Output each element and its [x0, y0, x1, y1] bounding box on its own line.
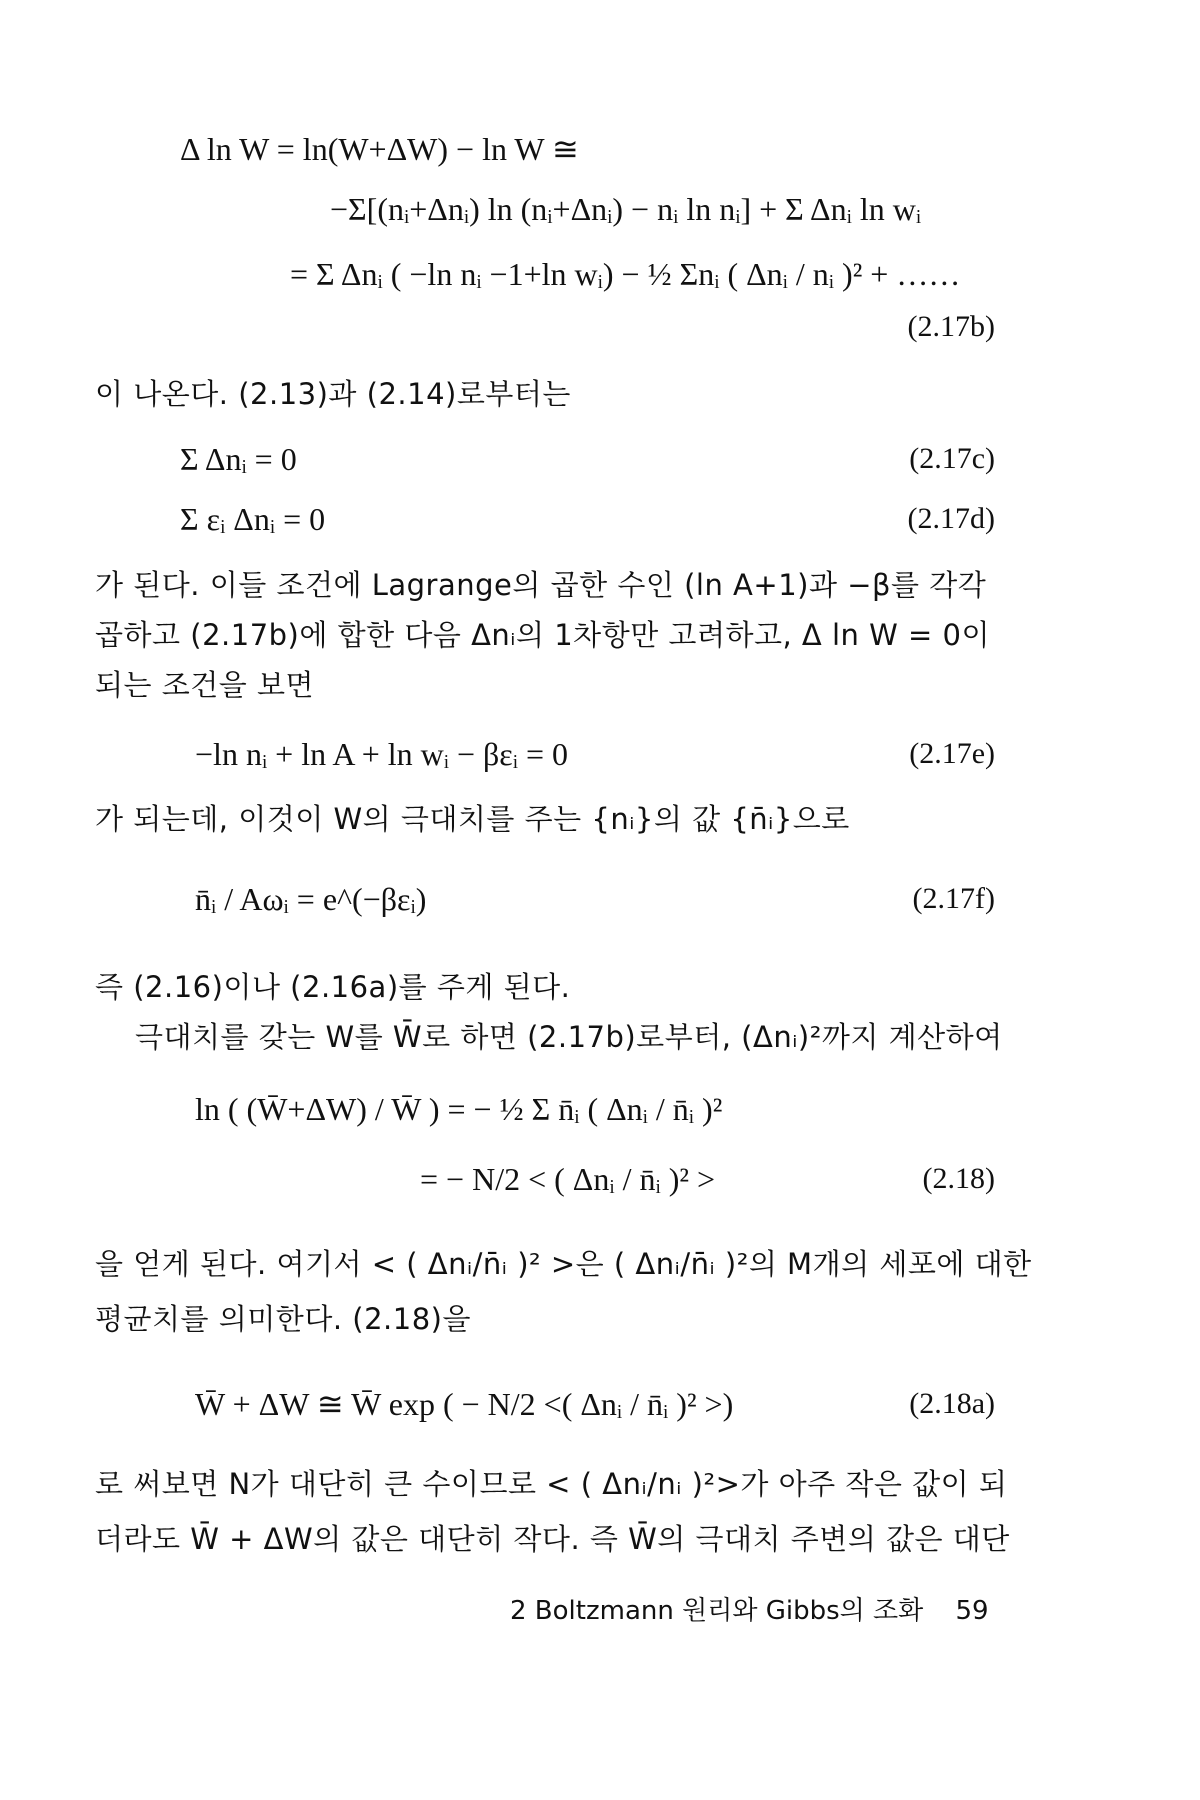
equation-2-18-line-2: = − N/2 < ( Δnᵢ / n̄ᵢ )² > — [420, 1161, 716, 1197]
equation-2-17b-line-2: −Σ[(nᵢ+Δnᵢ) ln (nᵢ+Δnᵢ) − nᵢ ln nᵢ] + Σ Δnᵢ ln wᵢ — [330, 191, 922, 227]
equation-2-18a: W̄ + ΔW ≅ W̄ exp ( − N/2 <( Δnᵢ / n̄ᵢ )² >) — [195, 1386, 734, 1422]
paragraph-4: 즉 (2.16)이나 (2.16a)를 주게 된다. — [95, 970, 571, 1004]
equation-2-17e: −ln nᵢ + ln A + ln wᵢ − βεᵢ = 0 — [195, 736, 569, 772]
equation-tag-2-17f: (2.17f) — [912, 882, 995, 915]
equation-2-17b-line-3: = Σ Δnᵢ ( −ln nᵢ −1+ln wᵢ) − ½ Σnᵢ ( Δnᵢ / nᵢ )² + …… — [290, 256, 961, 292]
paragraph-6-line-1: 을 얻게 된다. 여기서 < ( Δnᵢ/n̄ᵢ )² >은 ( Δnᵢ/n̄ᵢ )²의 M개의 세포에 대한 — [95, 1247, 1032, 1281]
equation-2-18-line-1: ln ( (W̄+ΔW) / W̄ ) = − ½ Σ n̄ᵢ ( Δnᵢ / n̄ᵢ )² — [195, 1091, 723, 1127]
equation-2-17f: n̄ᵢ / Aωᵢ = e^(−βεᵢ) — [195, 881, 427, 917]
equation-tag-2-17c: (2.17c) — [909, 442, 995, 475]
paragraph-2-line-3: 되는 조건을 보면 — [95, 668, 315, 702]
running-head: 2 Boltzmann 원리와 Gibbs의 조화 — [510, 1596, 924, 1626]
paragraph-5: 극대치를 갖는 W를 W̄로 하면 (2.17b)로부터, (Δnᵢ)²까지 계산하여 — [135, 1020, 1003, 1054]
paragraph-2-line-1: 가 된다. 이들 조건에 Lagrange의 곱한 수인 (ln A+1)과 −β를 각각 — [95, 568, 987, 602]
equation-tag-2-18a: (2.18a) — [909, 1387, 995, 1420]
paragraph-7-line-2: 더라도 W̄ + ΔW의 값은 대단히 작다. 즉 W̄의 극대치 주변의 값은 대단 — [95, 1522, 1010, 1556]
equation-tag-2-17b: (2.17b) — [907, 310, 995, 343]
equation-2-17c: Σ Δnᵢ = 0 — [180, 441, 297, 477]
paragraph-2-line-2: 곱하고 (2.17b)에 합한 다음 Δnᵢ의 1차항만 고려하고, Δ ln W = 0이 — [95, 618, 991, 652]
page-number: 59 — [955, 1596, 989, 1626]
paragraph-6-line-2: 평균치를 의미한다. (2.18)을 — [95, 1302, 471, 1336]
equation-tag-2-18: (2.18) — [922, 1162, 995, 1195]
paragraph-1: 이 나온다. (2.13)과 (2.14)로부터는 — [95, 377, 571, 411]
paragraph-3: 가 되는데, 이것이 W의 극대치를 주는 {nᵢ}의 값 {n̄ᵢ}으로 — [95, 802, 850, 836]
equation-2-17d: Σ εᵢ Δnᵢ = 0 — [180, 501, 326, 537]
equation-2-17b-line-1: Δ ln W = ln(W+ΔW) − ln W ≅ — [180, 131, 579, 167]
equation-tag-2-17d: (2.17d) — [907, 502, 995, 535]
paragraph-7-line-1: 로 써보면 N가 대단히 큰 수이므로 < ( Δnᵢ/nᵢ )²>가 아주 작은 값이 되 — [95, 1467, 1008, 1501]
running-footer — [510, 1590, 989, 1627]
equation-tag-2-17e: (2.17e) — [909, 737, 995, 770]
